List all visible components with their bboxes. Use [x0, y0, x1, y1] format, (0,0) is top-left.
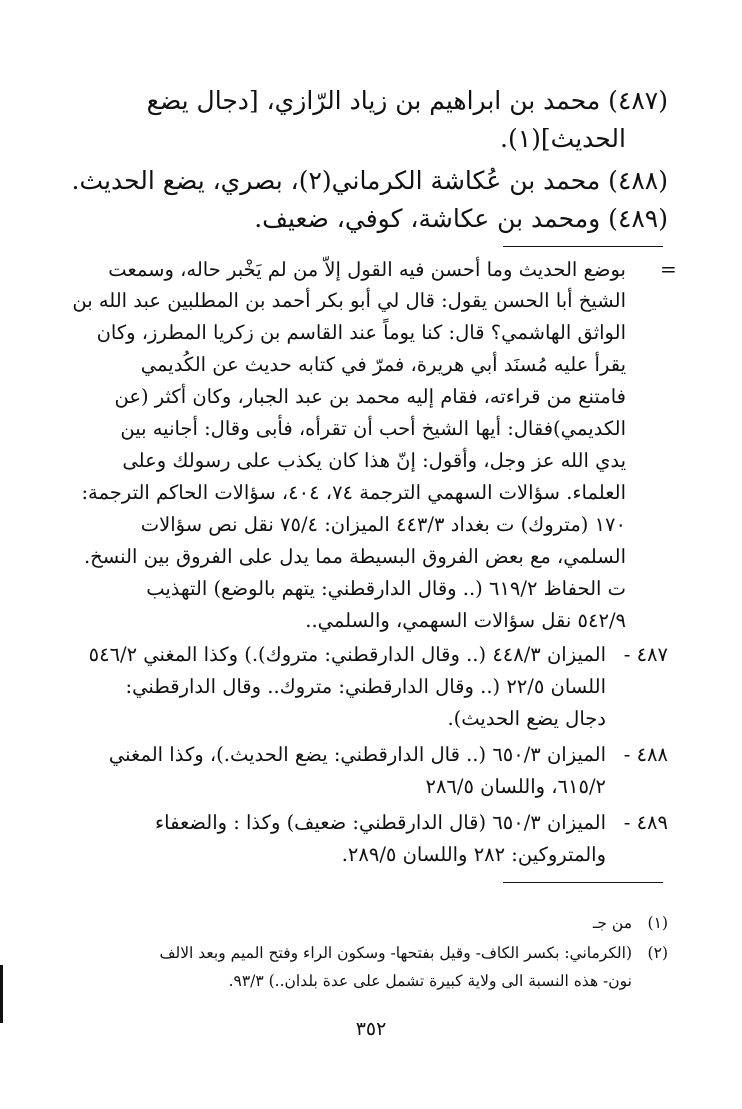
footnote-number-2: (٢)	[647, 944, 668, 962]
note-line: فامتنع من قراءته، فقام إليه محمد بن عبد الجبار، وكان أكثر (عن	[114, 385, 626, 408]
note-487-line: دجال يضع الحديث).	[447, 707, 606, 730]
footnote-1-text: من جـ	[592, 914, 632, 932]
entry-487-line-1: (٤٨٧) محمد بن ابراهيم بن زياد الرّازي، [دجال يضع	[146, 86, 668, 115]
note-489-line: والمتروكين: ٢٨٢ واللسان ٢٨٩/٥.	[341, 843, 606, 866]
note-line: ٥٤٢/٩ نقل سؤالات السهمي، والسلمي..	[305, 609, 626, 632]
footnote-2-text: نون- هذه النسبة الى ولاية كبيرة تشمل على عدة بلدان..) ٩٣/٣.	[228, 972, 632, 990]
note-488-line: ٦١٥/٢، واللسان ٢٨٦/٥	[425, 775, 606, 798]
footnote-number-1: (١)	[647, 914, 668, 932]
note-line: الكديمي)فقال: أيها الشيخ أحب أن تقرأه، فأبى وقال: أجانيه بين	[120, 417, 626, 440]
section-divider	[503, 246, 663, 247]
note-line: العلماء. سؤالات السهمي الترجمة ٧٤، ٤٠٤، سؤالات الحاكم الترجمة:	[81, 481, 626, 504]
margin-mark	[0, 965, 3, 1023]
note-line: ١٧٠ (متروك) ت بغداد ٤٤٣/٣ الميزان: ٧٥/٤ نقل نص سؤالات	[140, 513, 626, 536]
entry-488: (٤٨٨) محمد بن عُكاشة الكرماني(٢)، بصري، يضع الحديث.	[71, 166, 668, 195]
note-line: بوضع الحديث وما أحسن فيه القول إلاّ من لم يَخْبر حاله، وسمعت	[108, 258, 626, 281]
note-line: يدي الله عز وجل، وأقول: إنّ هذا كان يكذب على رسولك وعلى	[122, 449, 626, 472]
note-line: ت الحفاظ ٦١٩/٢ (.. وقال الدارقطني: يتهم بالوضع) التهذيب	[146, 577, 626, 600]
note-number-488: ٤٨٨ -	[623, 743, 668, 766]
note-line: يقرأ عليه مُسنَد أبي هريرة، فمرّ في كتابه حديث عن الكُديمي	[140, 353, 626, 376]
entry-487-line-2: الحديث](١).	[500, 124, 626, 153]
note-number-487: ٤٨٧ -	[623, 643, 668, 666]
footnote-2-text: (الكرماني: بكسر الكاف- وقيل بفتحها- وسكون الراء وفتح الميم وبعد الالف	[159, 944, 632, 962]
note-line: الشيخ أبا الحسن يقول: قال لي أبو بكر أحمد بن المطلبين عبد الله بن	[72, 289, 626, 312]
note-line: الواثق الهاشمي؟ قال: كنا يوماً عند القاسم بن زكريا المطرز، وكان	[96, 321, 626, 344]
footnote-divider	[503, 882, 663, 883]
note-488-line: الميزان ٦٥٠/٣ (.. قال الدارقطني: يضع الحديث.)، وكذا المغني	[108, 743, 606, 766]
note-line: السلمي، مع بعض الفروق البسيطة مما يدل على الفروق بين النسخ.	[83, 545, 626, 568]
page-number: ٣٥٢	[355, 1018, 387, 1040]
note-number-489: ٤٨٩ -	[623, 811, 668, 834]
entry-489: (٤٨٩) ومحمد بن عكاشة، كوفي، ضعيف.	[254, 204, 668, 233]
note-489-line: الميزان ٦٥٠/٣ (قال الدارقطني: ضعيف) وكذا : والضعفاء	[154, 811, 606, 834]
continuation-mark: =	[660, 257, 677, 281]
note-487-line: الميزان ٤٤٨/٣ (.. وقال الدارقطني: متروك).) وكذا المغني ٥٤٦/٢	[88, 643, 606, 666]
note-487-line: اللسان ٢٢/٥ (.. وقال الدارقطني: متروك.. وقال الدارقطني:	[125, 675, 606, 698]
